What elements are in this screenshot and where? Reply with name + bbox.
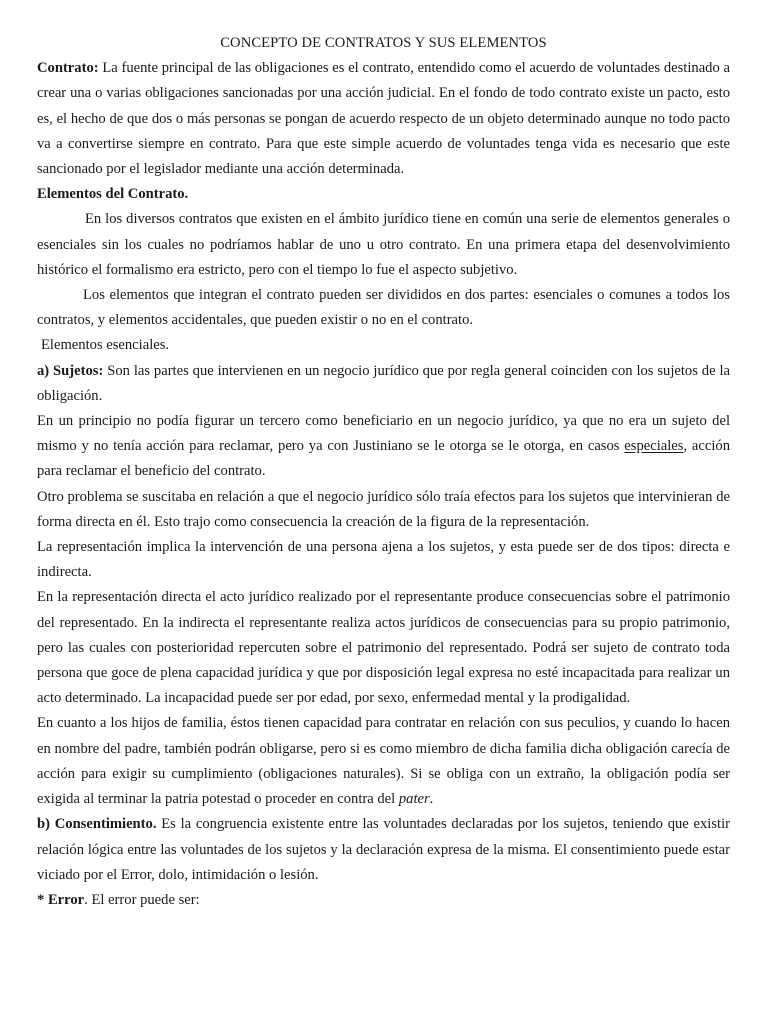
paragraph-text: La fuente principal de las obligaciones es el contrato, entendido como el acuerdo de voluntades destinado a crear una o varias obligaciones sancionadas por una acción judicial. En el fondo de todo contrato existe un pacto, esto es, el hecho de que dos o más personas se pongan de acuerdo respecto de un objeto determinado aunque no todo pacto va a convertirse siempre en contrato. Para que este simple acuerdo de voluntades tenga vida es necesario que este sancionado por el legislador mediante una acción determinada.	[37, 60, 730, 178]
paragraph-elementos-generales: En los diversos contratos que existen en el ámbito jurídico tiene en común una serie de elementos generales o esenciales sin los cuales no podríamos hablar de uno u otro contrato. En una primera etapa del desenvolvimiento histórico el formalismo era estricto, pero con el tiempo lo fue el aspecto subjetivo.	[37, 211, 730, 278]
term-consentimiento: b) Consentimiento.	[37, 816, 157, 833]
paragraph-tercero-beneficiario: En un principio no podía figurar un tercero como beneficiario en un negocio jurídico, ya que no era un sujeto del mismo y no tenía acción para reclamar, pero ya con Justiniano se le otorga se le otorga, en casos especiales, acción para reclamar el beneficio del contrato.	[37, 413, 730, 480]
paragraph-consentimiento	[37, 812, 730, 888]
term-error: * Error	[37, 891, 85, 908]
paragraph-text: Es la congruencia existente entre las voluntades declaradas por los sujetos, teniendo que existir relación lógica entre las voluntades de los sujetos y la declaración expresa de la misma. El consentimiento puede estar viciado por el Error, dolo, intimidación o lesión.	[37, 816, 730, 883]
paragraph-elementos-division: Los elementos que integran el contrato pueden ser divididos en dos partes: esenciales o comunes a todos los contratos, y elementos accidentales, que pueden existir o no en el contrato.	[37, 287, 730, 329]
paragraph-representacion-directa: En la representación directa el acto jurídico realizado por el representante produce consecuencias sobre el patrimonio del representado. En la indirecta el representante realiza actos jurídicos de consecuencias para su propio patrimonio, pero las cuales con posterioridad repercuten sobre el patrimonio del representado. Podrá ser sujeto de contrato toda persona que goce de plena capacidad jurídica y que por disposición legal expresa no esté incapacitada para realizar un acto determinado. La incapacidad puede ser por edad, por sexo, enfermedad mental y la prodigalidad.	[37, 589, 730, 707]
italic-term: pater	[398, 791, 430, 808]
document-title: CONCEPTO DE CONTRATOS Y SUS ELEMENTOS	[220, 35, 547, 51]
paragraph-sujetos	[37, 359, 730, 409]
paragraph-contrato	[37, 56, 730, 182]
section-heading-esenciales: Elementos esenciales.	[41, 337, 170, 354]
term-contrato: Contrato:	[37, 60, 99, 77]
paragraph-text: . El error puede ser:	[84, 891, 200, 908]
paragraph-hijos-familia: En cuanto a los hijos de familia, éstos tienen capacidad para contratar en relación con sus peculios, y cuando lo hacen en nombre del padre, también podrán obligarse, pero si es como miembro de dicha familia dicha obligación carecía de acción para exigir su cumplimiento (obligaciones naturales). Si se obliga con un extraño, la obligación podía ser exigida al terminar la patria potestad o proceder en contra del pater.	[37, 715, 730, 808]
paragraph-text: Son las partes que intervienen en un negocio jurídico que por regla general coinciden con los sujetos de la obligación.	[37, 362, 730, 404]
paragraph-efectos-negocio: Otro problema se suscitaba en relación a que el negocio jurídico sólo traía efectos para los sujetos que intervinieran de forma directa en él. Esto trajo como consecuencia la creación de la figura de la representación.	[37, 488, 730, 530]
underlined-word: especiales	[624, 438, 684, 455]
paragraph-error	[37, 888, 730, 913]
section-heading-elementos: Elementos del Contrato.	[37, 186, 189, 203]
paragraph-representacion: La representación implica la intervención de una persona ajena a los sujetos, y esta puede ser de dos tipos: directa e indirecta.	[37, 539, 730, 581]
term-sujetos: a) Sujetos:	[37, 362, 104, 379]
